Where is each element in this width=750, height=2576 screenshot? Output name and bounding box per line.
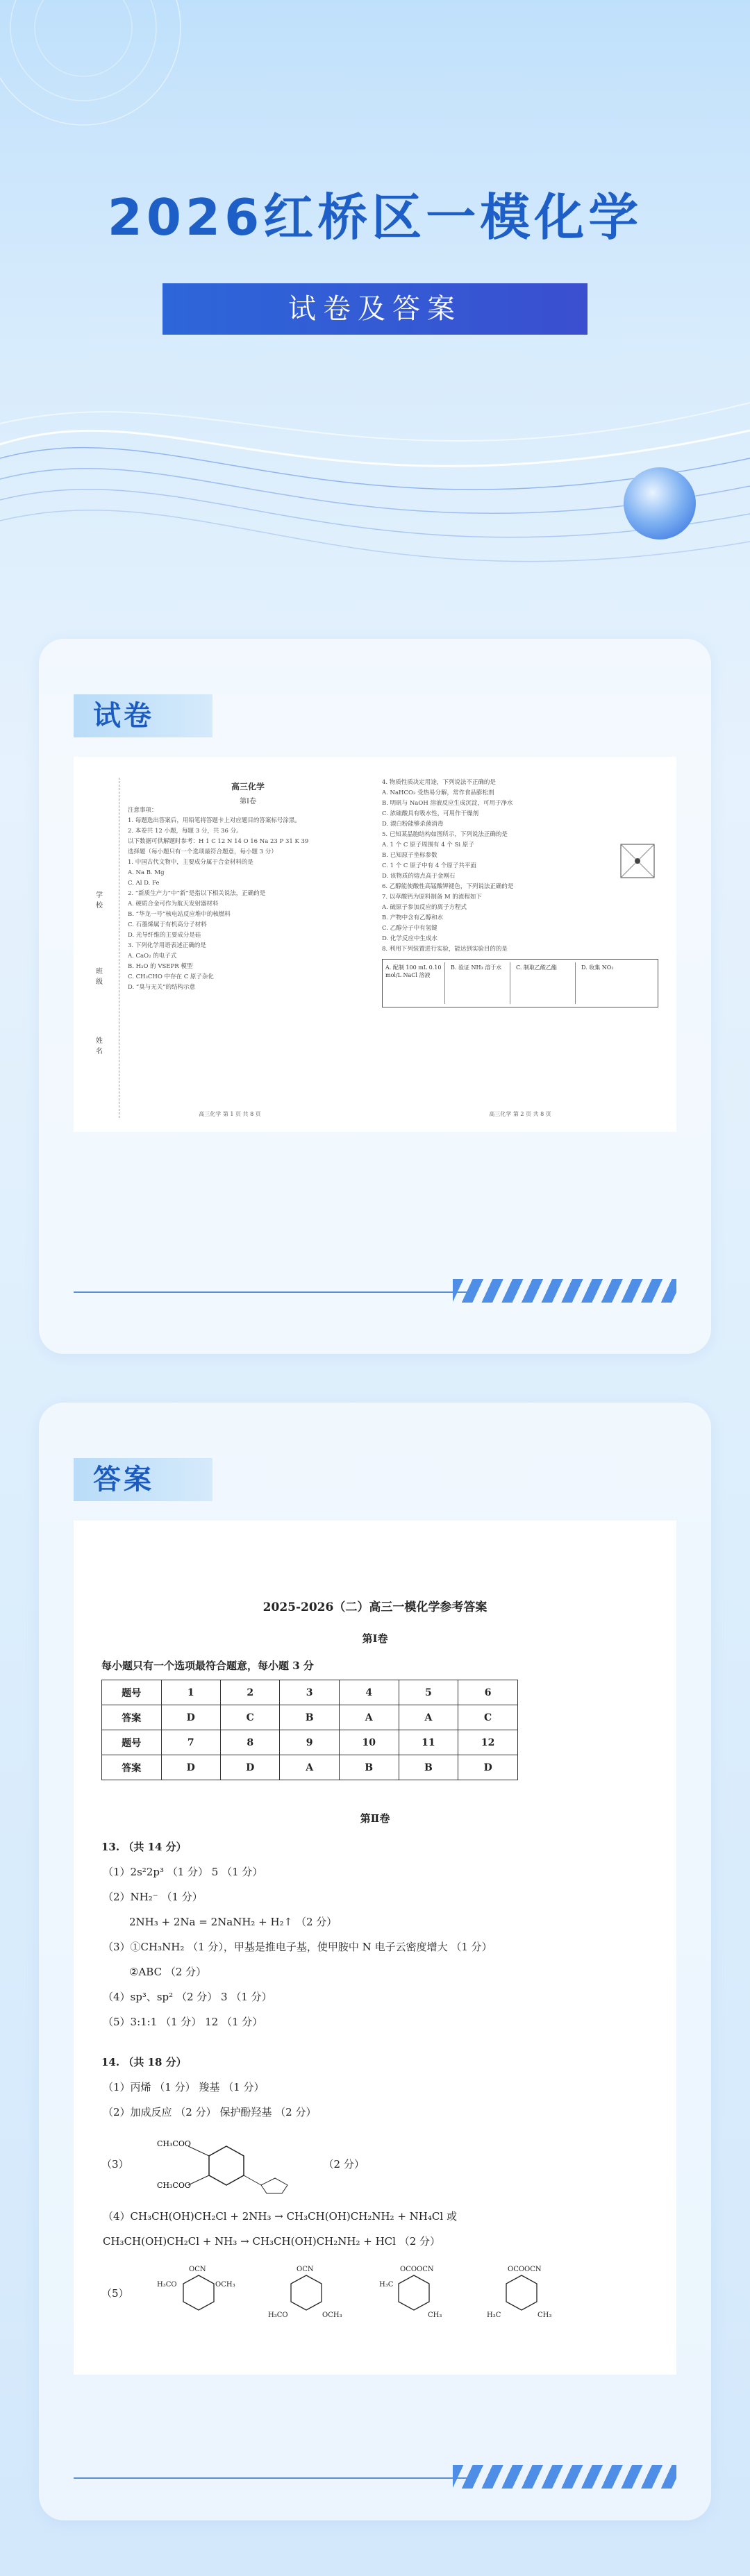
footer-divider — [74, 1291, 469, 1293]
svg-text:OCH₃: OCH₃ — [215, 2281, 235, 2289]
exam-line: C. 石墨烯属于有机高分子材料 — [128, 921, 207, 928]
answer-line: （1）丙烯 （1 分） 羧基 （1 分） — [103, 2081, 265, 2093]
footer-stripes-decoration — [453, 2465, 676, 2489]
table-cell: 3 — [280, 1680, 339, 1705]
answer-line: （4）sp³、sp² （2 分） 3 （1 分） — [103, 1991, 272, 2003]
svg-text:OCH₃: OCH₃ — [322, 2311, 342, 2319]
exam-line: B. “华龙一号”核电站反应堆中的核燃料 — [128, 911, 231, 918]
exam-line: D. “臭与无关”的结构示意 — [128, 984, 196, 991]
exam-title: 高三化学 — [231, 782, 265, 792]
page-subtitle-banner: 试卷及答案 — [162, 283, 588, 335]
exam-line: 7. 以草酸钙为原料制备 M 的流程如下 — [382, 894, 482, 901]
exam-line: A. Na B. Mg — [128, 869, 165, 876]
binding-char: 级 — [96, 978, 103, 986]
exam-line: 注意事项： — [128, 807, 158, 814]
exam-line: B. 产物中含有乙醇和水 — [382, 914, 444, 921]
svg-text:CH₃: CH₃ — [537, 2311, 551, 2319]
answer-title: 2025-2026（二）高三一模化学参考答案 — [262, 1600, 488, 1614]
exam-line: A. 1 个 C 原子周围有 4 个 Si 原子 — [382, 842, 474, 848]
apparatus-label: D. 收集 NO₂ — [581, 964, 614, 971]
table-cell: D — [161, 1755, 220, 1780]
answer-line: （4）CH₃CH(OH)CH₂Cl + 2NH₃ → CH₃CH(OH)CH₂NH₂ + NH₄Cl 或 — [103, 2210, 457, 2223]
exam-volume: 第Ⅰ卷 — [240, 798, 256, 805]
svg-text:CH₃COO: CH₃COO — [156, 2181, 191, 2190]
table-cell: 4 — [339, 1680, 399, 1705]
answer-line: 2NH₃ + 2Na = 2NaNH₂ + H₂↑ （2 分） — [129, 1916, 338, 1928]
exam-section-card — [39, 639, 711, 1354]
exam-line: 5. 已知某晶胞结构如图所示，下列说法正确的是 — [382, 831, 508, 838]
question-14-label: 14. （共 18 分） — [101, 2056, 187, 2068]
svg-text:H₃C: H₃C — [378, 2281, 393, 2289]
answer-note: 每小题只有一个选项最符合题意，每小题 3 分 — [101, 1659, 314, 1672]
table-row — [102, 1705, 518, 1730]
table-row — [102, 1680, 518, 1705]
table-cell: 题号 — [102, 1680, 162, 1705]
exam-line: 以下数据可供解题时参考：H 1 C 12 N 14 O 16 Na 23 P 31 K 39 — [128, 838, 309, 845]
crystal-cell-figure — [617, 840, 658, 882]
structure-row-3 — [101, 2132, 649, 2195]
answer-line: （2 分） — [323, 2157, 365, 2171]
answer-paper-image[interactable] — [74, 1521, 676, 2375]
svg-text:CH₃: CH₃ — [427, 2311, 442, 2319]
question-13-label: 13. （共 14 分） — [101, 1841, 187, 1853]
table-cell: 9 — [280, 1730, 339, 1755]
page-title: 2026红桥区一模化学 — [107, 188, 643, 246]
table-cell: 答案 — [102, 1705, 162, 1730]
answer-line: CH₃CH(OH)CH₂Cl + NH₃ → CH₃CH(OH)CH₂NH₂ + HCl （2 分） — [103, 2235, 441, 2248]
binding-char: 校 — [96, 902, 103, 910]
table-cell: D — [458, 1755, 518, 1780]
table-cell: 12 — [458, 1730, 518, 1755]
binding-char: 班 — [96, 968, 103, 976]
svg-text:OCOOCN: OCOOCN — [399, 2266, 434, 2273]
table-cell: B — [399, 1755, 458, 1780]
apparatus-label: A. 配制 100 mL 0.10 mol/L NaCl 溶液 — [384, 962, 445, 1004]
answer-line: ②ABC （2 分） — [129, 1966, 207, 1978]
table-cell: C — [458, 1705, 518, 1730]
svg-text:H₃CO: H₃CO — [267, 2311, 288, 2319]
exam-line: 1. 中国古代文物中，主要成分属于合金材料的是 — [128, 859, 253, 866]
svg-text:OCN: OCN — [296, 2266, 314, 2273]
binding-margin — [92, 778, 119, 1118]
answer-line: （3） — [101, 2157, 129, 2171]
table-cell: 1 — [161, 1680, 220, 1705]
svg-text:OCN: OCN — [188, 2266, 206, 2273]
apparatus-label: B. 验证 NH₃ 溶于水 — [449, 962, 510, 1004]
answer-line: （3）①CH₃NH₂ （1 分），甲基是推电子基，使甲胺中 N 电子云密度增大 （1 分） — [103, 1941, 492, 1953]
question-14-heading — [101, 2055, 649, 2070]
svg-text:H₃CO: H₃CO — [156, 2281, 177, 2289]
exam-line: A. CaO₂ 的电子式 — [128, 953, 177, 960]
table-cell: 7 — [161, 1730, 220, 1755]
footer-divider — [74, 2477, 469, 2479]
footer-stripes-decoration — [453, 1279, 676, 1303]
table-cell: A — [280, 1755, 339, 1780]
table-cell: D — [220, 1755, 279, 1780]
exam-line: A. 硬质合金可作为航天发射器材料 — [128, 901, 219, 908]
exam-section-tag: 试卷 — [74, 694, 212, 737]
table-cell: B — [280, 1705, 339, 1730]
answer-line: （2）加成反应 （2 分） 保护酚羟基 （2 分） — [103, 2106, 317, 2118]
exam-line: C. 1 个 C 原子中有 4 个原子共平面 — [382, 862, 476, 869]
exam-line: 6. 乙醇能使酸性高锰酸钾褪色，下列说法正确的是 — [382, 883, 514, 890]
exam-line: D. 该物质的熔点高于金刚石 — [382, 873, 456, 880]
binding-char: 学 — [96, 892, 103, 899]
answer-section-card — [39, 1403, 711, 2520]
table-cell: 10 — [339, 1730, 399, 1755]
exam-line: 2. “新质生产力”中“新”是指以下相关说法，正确的是 — [128, 890, 266, 897]
exam-line: C. CH₃CHO 中存在 C 原子杂化 — [128, 973, 214, 980]
isomer-structures-figure — [157, 2261, 588, 2324]
svg-text:CH₃COO: CH₃COO — [156, 2139, 191, 2148]
exam-line: 4. 物质性质决定用途，下列说法不正确的是 — [382, 779, 496, 786]
hero-banner — [0, 0, 750, 625]
table-row — [102, 1730, 518, 1755]
answer-volume-2: 第Ⅱ卷 — [360, 1812, 390, 1825]
exam-page-footer: 高三化学 第 1 页 共 8 页 — [199, 1111, 261, 1117]
exam-page-footer: 高三化学 第 2 页 共 8 页 — [489, 1111, 551, 1117]
table-cell: 8 — [220, 1730, 279, 1755]
binding-char: 姓 — [96, 1037, 103, 1045]
table-cell: 答案 — [102, 1755, 162, 1780]
table-cell: D — [161, 1705, 220, 1730]
answer-volume-1: 第Ⅰ卷 — [362, 1632, 388, 1645]
exam-line: B. 明矾与 NaOH 溶液反应生成沉淀，可用于净水 — [382, 800, 513, 807]
exam-line: C. 乙醇分子中有氢键 — [382, 925, 438, 932]
table-cell: 11 — [399, 1730, 458, 1755]
table-cell: 6 — [458, 1680, 518, 1705]
table-cell: B — [339, 1755, 399, 1780]
question-13-heading — [101, 1839, 649, 1855]
exam-page-left — [92, 778, 368, 1118]
exam-line: 1. 每题选出答案后，用铅笔将答题卡上对应题目的答案标号涂黑。 — [128, 817, 301, 824]
exam-line: A. 硫原子参加反应的离子方程式 — [382, 904, 467, 911]
answer-table — [101, 1680, 518, 1780]
exam-line: D. 化学反应中生成水 — [382, 935, 438, 942]
answer-line: （2）NH₂⁻ （1 分） — [103, 1891, 203, 1903]
exam-line: C. 浓硫酸具有吸水性，可用作干燥剂 — [382, 810, 479, 817]
exam-line: D. 漂白粉能够杀菌消毒 — [382, 821, 444, 828]
answer-line: （5）3:1:1 （1 分） 12 （1 分） — [103, 2016, 263, 2028]
exam-page-right — [382, 778, 658, 1118]
table-cell: 2 — [220, 1680, 279, 1705]
exam-line: A. NaHCO₃ 受热易分解，常作食品膨松剂 — [382, 789, 494, 796]
answer-section-tag: 答案 — [74, 1458, 212, 1501]
answer-line: （1）2s²2p³ （1 分） 5 （1 分） — [103, 1866, 263, 1878]
exam-line: 选择题（每小题只有一个选项最符合题意，每小题 3 分） — [128, 848, 277, 855]
exam-line: B. H₂O 的 VSEPR 模型 — [128, 963, 193, 970]
exam-line: C. Al D. Fe — [128, 880, 160, 887]
apparatus-label: C. 制取乙酸乙酯 — [515, 962, 576, 1004]
exam-line: 8. 利用下列装置进行实验，能达到实验目的的是 — [382, 946, 508, 953]
table-cell: A — [339, 1705, 399, 1730]
answer-line: （5） — [101, 2286, 129, 2300]
table-cell: 5 — [399, 1680, 458, 1705]
experiment-apparatus-figure — [382, 959, 658, 1007]
table-cell: C — [220, 1705, 279, 1730]
exam-line: B. 已知原子坐标参数 — [382, 852, 438, 859]
table-cell: A — [399, 1705, 458, 1730]
table-row — [102, 1755, 518, 1780]
exam-line: 2. 本卷共 12 小题，每题 3 分，共 36 分。 — [128, 828, 242, 835]
svg-text:OCOOCN: OCOOCN — [507, 2266, 542, 2273]
exam-line: D. 光导纤维的主要成分是硅 — [128, 932, 201, 939]
table-cell: 题号 — [102, 1730, 162, 1755]
exam-line: 3. 下列化学用语表述正确的是 — [128, 942, 206, 949]
molecule-structure-figure — [157, 2132, 296, 2195]
binding-char: 名 — [96, 1048, 103, 1055]
structure-row-5 — [101, 2261, 649, 2324]
svg-text:H₃C: H₃C — [486, 2311, 501, 2319]
exam-paper-image[interactable] — [74, 757, 676, 1132]
